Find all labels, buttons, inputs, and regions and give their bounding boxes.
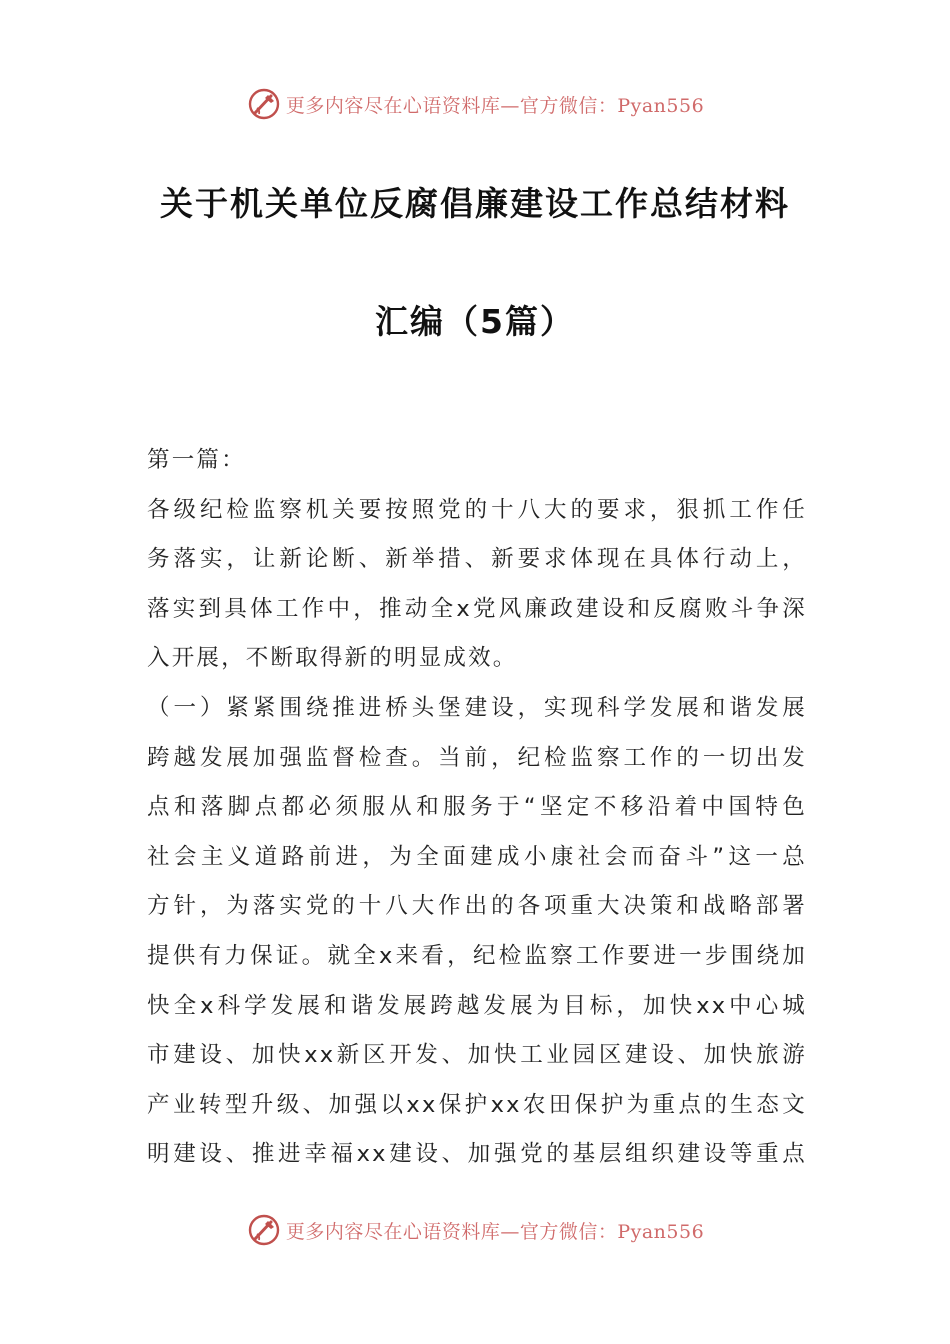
footer-watermark-banner <box>0 1208 950 1252</box>
pen-logo-icon <box>246 86 282 122</box>
document-title-line-1: 关于机关单位反腐倡廉建设工作总结材料 <box>160 184 790 223</box>
body-line: 各级纪检监察机关要按照党的十八大的要求，狠抓工作任 <box>147 496 807 523</box>
body-line: 方针，为落实党的十八大作出的各项重大决策和战略部署 <box>147 893 807 920</box>
body-line: 务落实，让新论断、新举措、新要求体现在具体行动上， <box>147 546 807 573</box>
body-line: 提供有力保证。就全x来看，纪检监察工作要进一步围绕加 <box>147 942 807 969</box>
body-line: 市建设、加快xx新区开发、加快工业园区建设、加快旅游 <box>147 1042 807 1069</box>
body-line: （一）紧紧围绕推进桥头堡建设，实现科学发展和谐发展 <box>147 694 807 721</box>
watermark-text: 更多内容尽在心语资料库—官方微信：Pyan556 <box>285 94 705 117</box>
body-line: 社会主义道路前进，为全面建成小康社会而奋斗”这一总 <box>147 843 807 870</box>
body-line: 明建设、推进幸福xx建设、加强党的基层组织建设等重点 <box>147 1141 807 1168</box>
header-watermark-banner <box>0 82 950 126</box>
body-line: 入开展，不断取得新的明显成效。 <box>147 645 518 672</box>
body-line: 点和落脚点都必须服从和服务于“坚定不移沿着中国特色 <box>147 794 807 821</box>
body-line: 跨越发展加强监督检查。当前，纪检监察工作的一切出发 <box>147 744 807 771</box>
document-body <box>147 436 807 1180</box>
body-line: 落实到具体工作中，推动全x党风廉政建设和反腐败斗争深 <box>147 595 807 622</box>
pen-logo-icon <box>246 1212 282 1248</box>
body-line: 第一篇： <box>147 447 246 473</box>
body-line: 快全x科学发展和谐发展跨越发展为目标，加快xx中心城 <box>147 992 807 1019</box>
document-title-line-2: 汇编（5篇） <box>375 302 575 341</box>
watermark-text: 更多内容尽在心语资料库—官方微信：Pyan556 <box>285 1220 705 1243</box>
body-line: 产业转型升级、加强以xx保护xx农田保护为重点的生态文 <box>147 1091 807 1118</box>
